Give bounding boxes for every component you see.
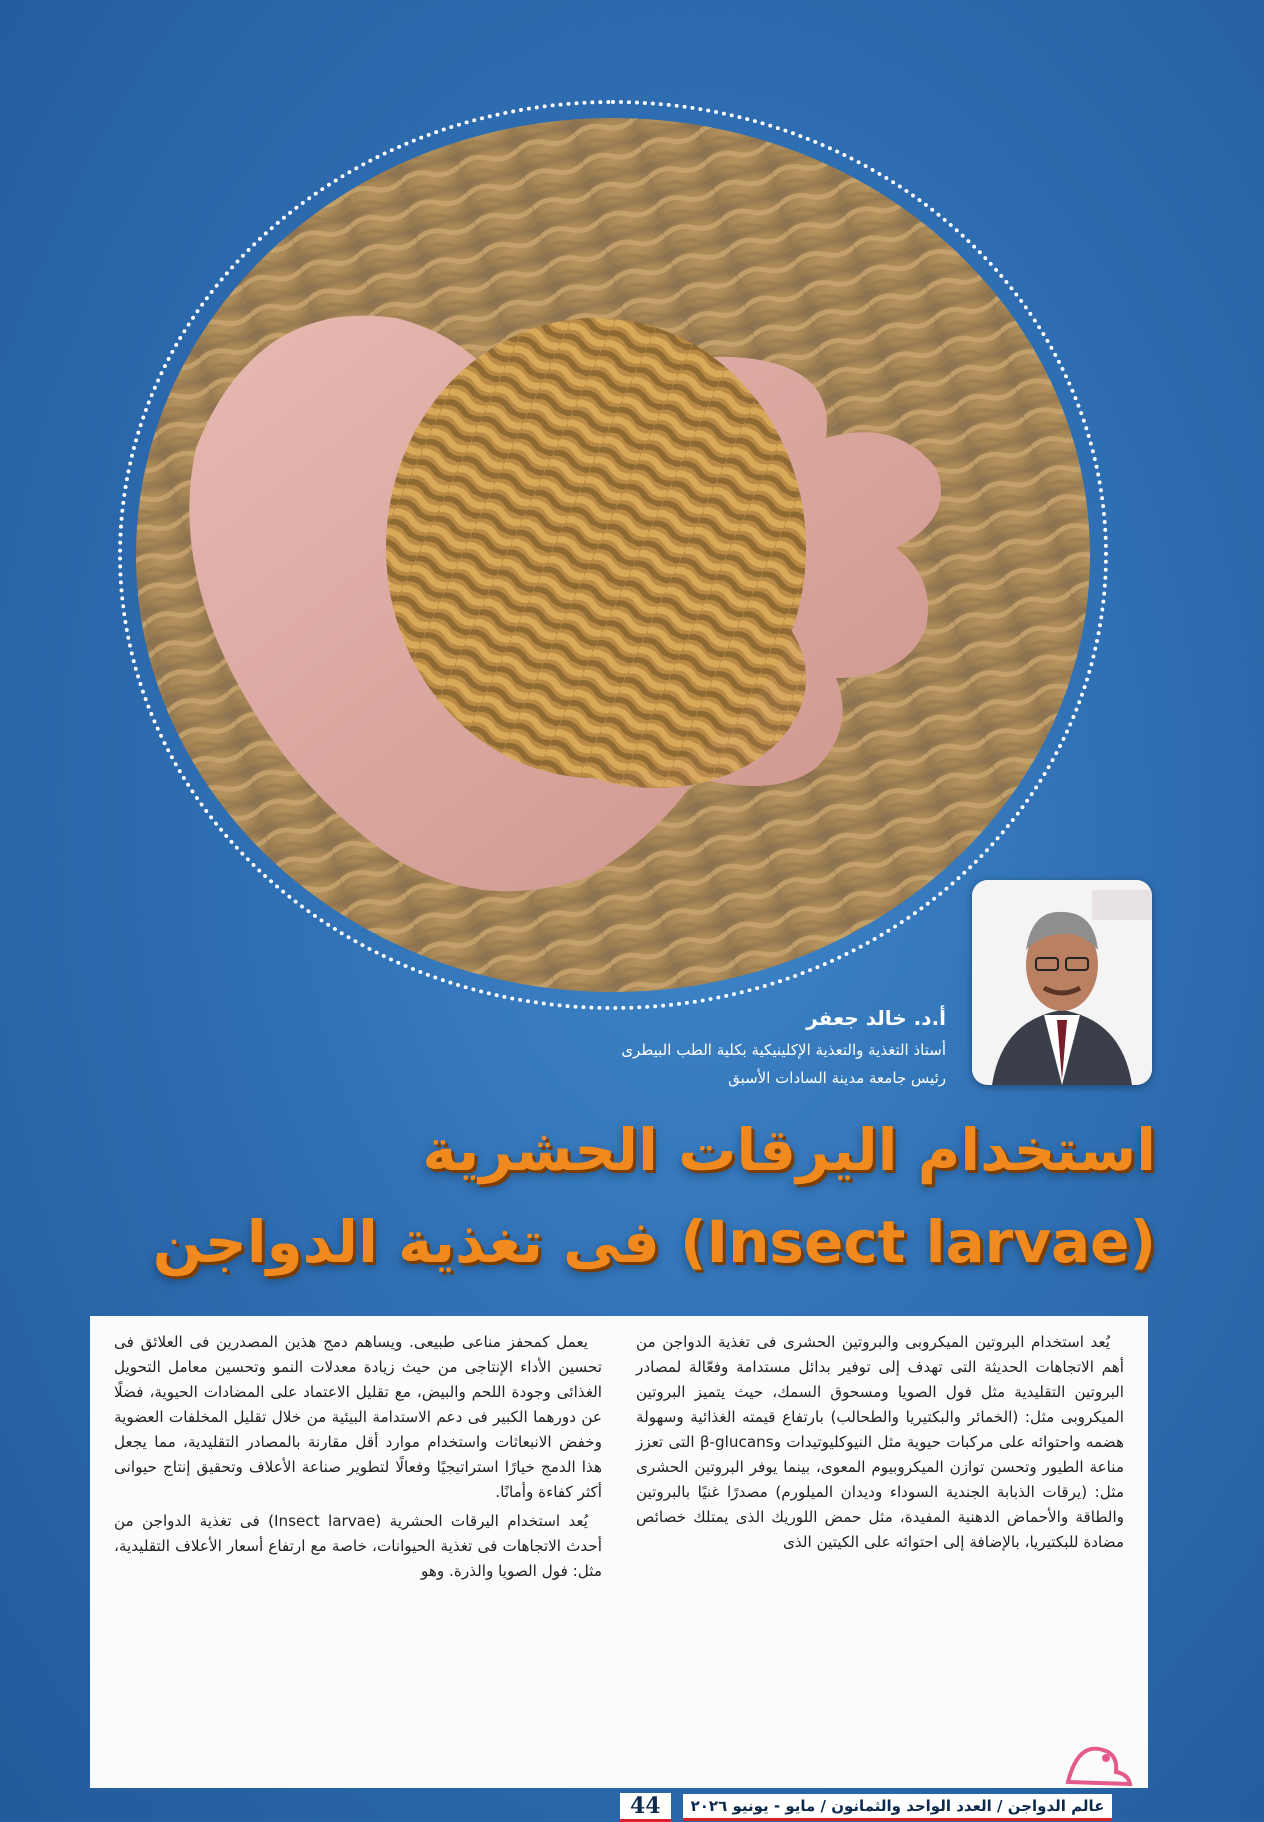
- paragraph: يعمل كمحفز مناعى طبيعى. ويساهم دمج هذين المصدرين فى العلائق فى تحسين الأداء الإنتاجى من حيث زيادة معدلات النمو وتحسين معامل التحويل الغذائى وجودة اللحم والبيض، مع تقليل الاعتماد على المضادات الحيوية، فضلًا عن دورهما الكبير فى دعم الاستدامة البيئية من خلال تقليل المخلفات العضوية وخفض الانبعاثات واستخدام موارد أقل مقارنة بالمصادر التقليدية، مما يجعل هذا الدمج خيارًا استراتيجيًا وفعالًا لتطوير صناعة الأعلاف وتحقيق إنتاج حيوانى أكثر كفاءة وأمانًا.: [114, 1333, 602, 1501]
- article-body: [90, 1316, 1148, 1788]
- author-portrait: [972, 880, 1152, 1085]
- author-position: رئيس جامعة مدينة السادات الأسبق: [728, 1069, 946, 1087]
- article-title: [116, 1104, 1156, 1288]
- article-title-line-1: استخدام اليرقات الحشرية: [422, 1116, 1156, 1184]
- article-column-right: [636, 1330, 1124, 1559]
- article-title-line-2: (Insect larvae) فى تغذية الدواجن: [152, 1208, 1156, 1276]
- article-column-left: [114, 1330, 602, 1588]
- publication-info: عالم الدواجن / العدد الواحد والثمانون / مايو - يونيو ٢٠٢٦: [683, 1794, 1113, 1821]
- paragraph: يُعد استخدام اليرقات الحشرية (Insect larvae) فى تغذية الدواجن من أحدث الاتجاهات فى تغذية الحيوانات، خاصة مع ارتفاع أسعار الأعلاف التقليدية، مثل: فول الصويا والذرة. وهو: [114, 1512, 602, 1580]
- larvae-in-hand-photo: [136, 118, 1090, 992]
- author-name: أ.د. خالد جعفر: [806, 1006, 946, 1030]
- magazine-logo: [1058, 1732, 1138, 1792]
- paragraph: يُعد استخدام البروتين الميكروبى والبروتين الحشرى فى تغذية الدواجن من أهم الاتجاهات الحديثة التى تهدف إلى توفير بدائل مستدامة وفعّالة لمصادر البروتين التقليدية مثل فول الصويا ومسحوق السمك، حيث يتميز البروتين الميكروبى مثل: (الخمائر والبكتيريا والطحالب) بارتفاع قيمته الغذائية وسهولة هضمه واحتوائه على مركبات حيوية مثل النيوكليوتيدات وβ-glucans التى تعزز مناعة الطيور وتحسن توازن الميكروبيوم المعوى، بينما يوفر البروتين الحشرى مثل: (يرقات الذبابة الجندية السوداء وديدان الميلورم) مصدرًا غنيًا بالبروتين والطاقة والأحماض الدهنية المفيدة، مثل حمض اللوريك الذى يمتلك خصائص مضادة للبكتيريا، بالإضافة إلى احتوائه على الكيتين الذى: [636, 1333, 1124, 1551]
- page-number: 44: [620, 1793, 671, 1822]
- author-title: أستاذ التغذية والتعذية الإكلينيكية بكلية الطب البيطرى: [621, 1041, 946, 1059]
- author-info: [426, 1006, 946, 1092]
- page-footer: [620, 1794, 1128, 1820]
